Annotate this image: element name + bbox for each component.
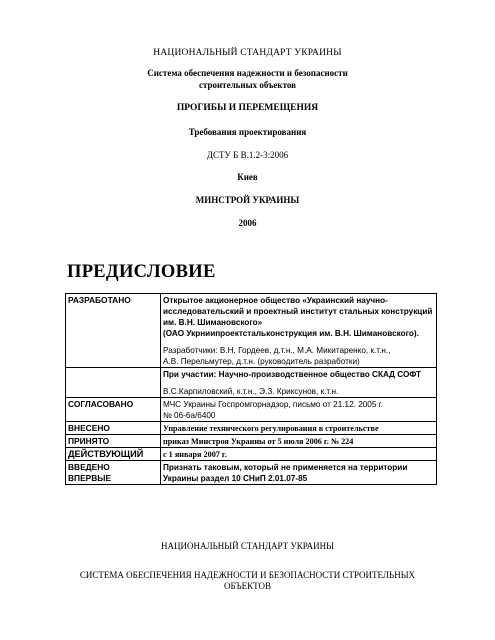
table-row-agreed [66,398,437,422]
first-value [161,461,437,485]
publication-city: Киев [237,172,258,182]
effective-value: с 1 января 2007 г. [161,448,437,461]
first-line-1: Признать таковым, который не применяется на территории [163,463,408,472]
developers-line-1: Разработчики: В.Н. Гордеев, д.т.н., М.А. Микитаренко, к.т.н., [163,346,391,355]
publisher: МИНСТРОЙ УКРАИНЫ [195,195,300,205]
adopted-label: ПРИНЯТО [66,435,161,448]
participants-line: В.С.Карпиловский, к.т.н., Э.З. Криксунов, к.т.н. [163,387,339,396]
table-row-effective [66,448,437,461]
introduced-label: ВНЕСЕНО [66,422,161,435]
introduced-value: Управление технического регулирования в строительстве [161,422,437,435]
document-title: ПРОГИБЫ И ПЕРЕМЕЩЕНИЯ [176,103,319,113]
table-row-participation [66,368,437,398]
footer-system-line-2: ОБЪЕКТОВ [223,581,272,591]
developers-line-2: А.В. Перельмутер, д.т.н. (руководитель разработки) [163,357,360,366]
preface-table [65,293,437,485]
system-title-line-2: строительных объектов [198,80,297,90]
developed-org-line-4: (ОАО Укрниипроектстальконструкция им. В.Н. Шимановского). [163,329,419,338]
participation-line: При участии: Научно-производственное общество СКАД СОФТ [163,370,422,379]
table-row-adopted [66,435,437,448]
developed-value [161,294,437,368]
agreed-line-1: МЧС Украины Госпромгорнадзор, письмо от 21.12. 2005 г. [163,400,383,409]
participation-value [161,368,437,398]
first-line-2: Украины раздел 10 СНиП 2.01.07-85 [163,474,308,483]
footer-header: НАЦИОНАЛЬНЫЙ СТАНДАРТ УКРАИНЫ [161,541,334,551]
developed-org-line-1: Открытое акционерное общество «Украинский научно- [163,296,388,305]
footer-system-line-1: СИСТЕМА ОБЕСПЕЧЕНИЯ НАДЕЖНОСТИ И БЕЗОПАСНОСТИ СТРОИТЕЛЬНЫХ [79,570,416,580]
section-title: ПРЕДИСЛОВИЕ [67,262,216,282]
publication-year: 2006 [238,218,257,228]
system-title [0,67,495,91]
footer-system-title [0,570,495,592]
document-subtitle: Требования проектирования [188,127,307,137]
standard-code: ДСТУ Б В.1.2-3:2006 [206,150,289,160]
table-row-first [66,461,437,485]
effective-label: ДЕЙСТВУЮЩИЙ [66,448,161,461]
developed-org-line-3: им. В.Н. Шимановского» [163,318,263,327]
table-row-developed [66,294,437,368]
first-label-line-2: ВПЕРВЫЕ [68,473,112,483]
developed-label: РАЗРАБОТАНО [66,294,161,368]
agreed-line-2: № 06-6а/6400 [163,411,216,420]
first-label [66,461,161,485]
standard-header: НАЦИОНАЛЬНЫЙ СТАНДАРТ УКРАИНЫ [153,48,342,58]
system-title-line-1: Система обеспечения надежности и безопасности [147,68,348,78]
agreed-label: СОГЛАСОВАНО [66,398,161,422]
agreed-value [161,398,437,422]
table-row-introduced [66,422,437,435]
developed-org-line-2: исследовательский и проектный институт стальных конструкций [163,307,433,316]
adopted-value: приказ Минстроя Украины от 5 июля 2006 г. № 224 [161,435,437,448]
first-label-line-1: ВВЕДЕНО [68,462,110,472]
